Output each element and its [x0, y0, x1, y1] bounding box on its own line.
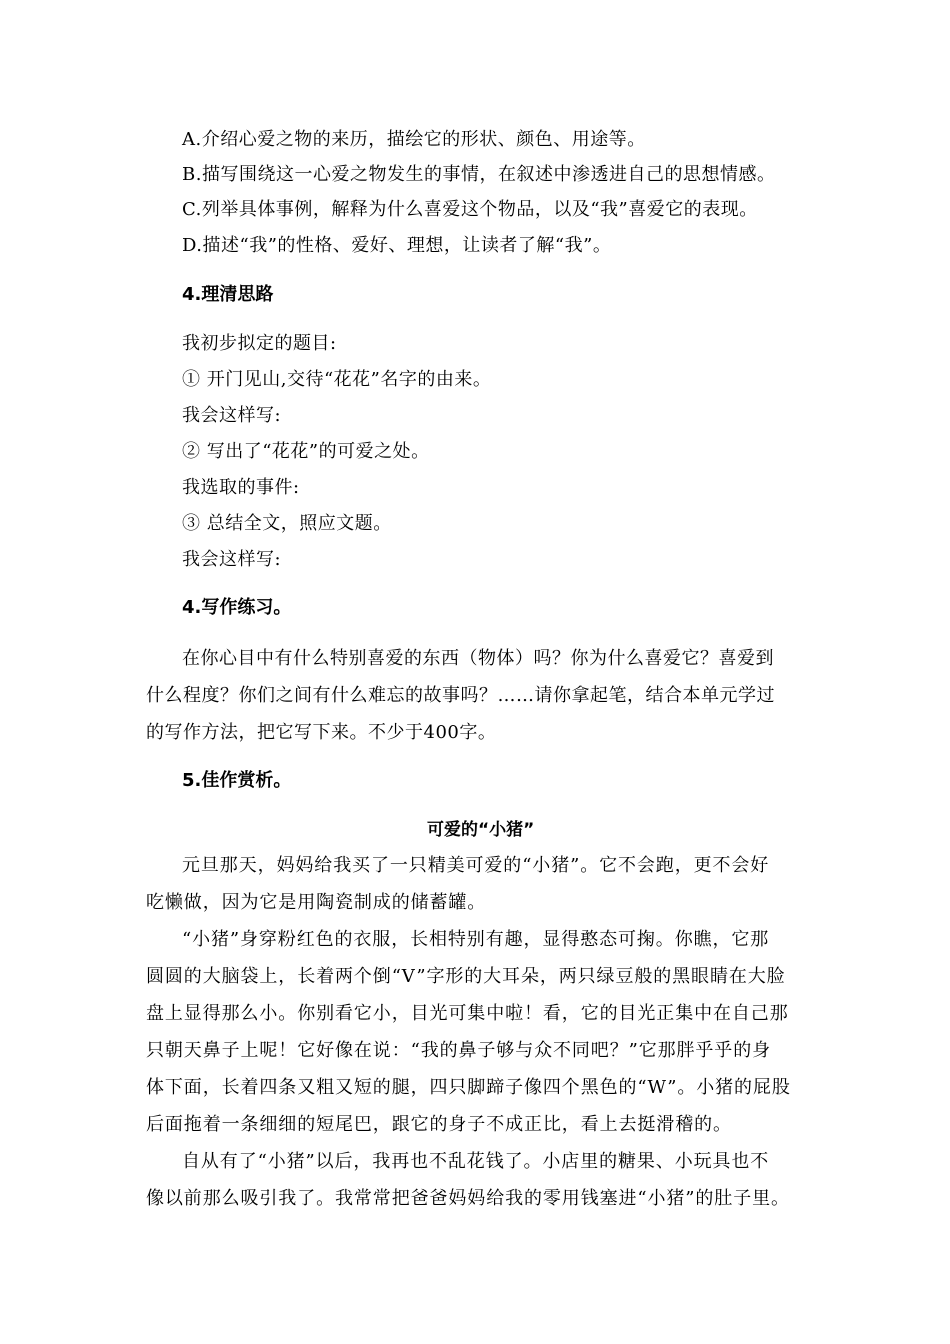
essay-line: 圆圆的大脑袋上，长着两个倒“V”字形的大耳朵，两只绿豆般的黑眼睛在大脸 [146, 966, 786, 987]
essay-line: 像以前那么吸引我了。我常常把爸爸妈妈给我的零用钱塞进“小猪”的肚子里。 [146, 1188, 790, 1209]
essay-line: 元旦那天，妈妈给我买了一只精美可爱的“小猪”。它不会跑，更不会好 [182, 855, 770, 876]
outline-line: 我选取的事件: [182, 477, 300, 498]
option-a: A.介绍心爱之物的来历，描绘它的形状、颜色、用途等。 [182, 129, 646, 150]
essay-line: 体下面，长着四条又粗又短的腿，四只脚蹄子像四个黑色的“W”。小猪的屁股 [146, 1077, 791, 1098]
outline-line: 我会这样写: [182, 405, 282, 426]
essay-line: 吃懒做，因为它是用陶瓷制成的储蓄罐。 [146, 892, 487, 913]
practice-line: 在你心目中有什么特别喜爱的东西（物体）吗？你为什么喜爱它？喜爱到 [182, 648, 774, 669]
outline-line: ② 写出了“花花”的可爱之处。 [182, 441, 430, 462]
essay-line: 自从有了“小猪”以后，我再也不乱花钱了。小店里的糖果、小玩具也不 [182, 1151, 770, 1172]
practice-line: 什么程度？你们之间有什么难忘的故事吗？……请你拿起笔，结合本单元学过 [146, 685, 775, 706]
outline-line: ③ 总结全文，照应文题。 [182, 513, 392, 534]
option-c: C.列举具体事例，解释为什么喜爱这个物品，以及“我”喜爱它的表现。 [182, 199, 758, 220]
essay-line: 只朝天鼻子上呢！它好像在说：“我的鼻子够与众不同吧？”它那胖乎乎的身 [146, 1040, 772, 1061]
practice-line: 的写作方法，把它写下来。不少于400字。 [146, 722, 497, 743]
outline-line: 我初步拟定的题目: [182, 333, 337, 354]
section-heading-outline: 4.理清思路 [182, 284, 274, 305]
outline-line: ① 开门见山,交待“花花”名字的由来。 [182, 369, 492, 390]
section-heading-practice: 4.写作练习。 [182, 597, 292, 618]
option-d: D.描述“我”的性格、爱好、理想，让读者了解“我”。 [182, 235, 612, 256]
outline-line: 我会这样写: [182, 549, 282, 570]
essay-line: 后面拖着一条细细的短尾巴，跟它的身子不成正比，看上去挺滑稽的。 [146, 1114, 732, 1135]
section-heading-appreciation: 5.佳作赏析。 [182, 770, 292, 791]
option-b: B.描写围绕这一心爱之物发生的事情，在叙述中渗透进自己的思想情感。 [182, 164, 776, 185]
essay-title: 可爱的“小猪” [427, 820, 535, 840]
essay-line: “小猪”身穿粉红色的衣服，长相特别有趣，显得憨态可掬。你瞧，它那 [182, 929, 770, 950]
essay-line: 盘上显得那么小。你别看它小，目光可集中啦！看，它的目光正集中在自己那 [146, 1003, 789, 1024]
